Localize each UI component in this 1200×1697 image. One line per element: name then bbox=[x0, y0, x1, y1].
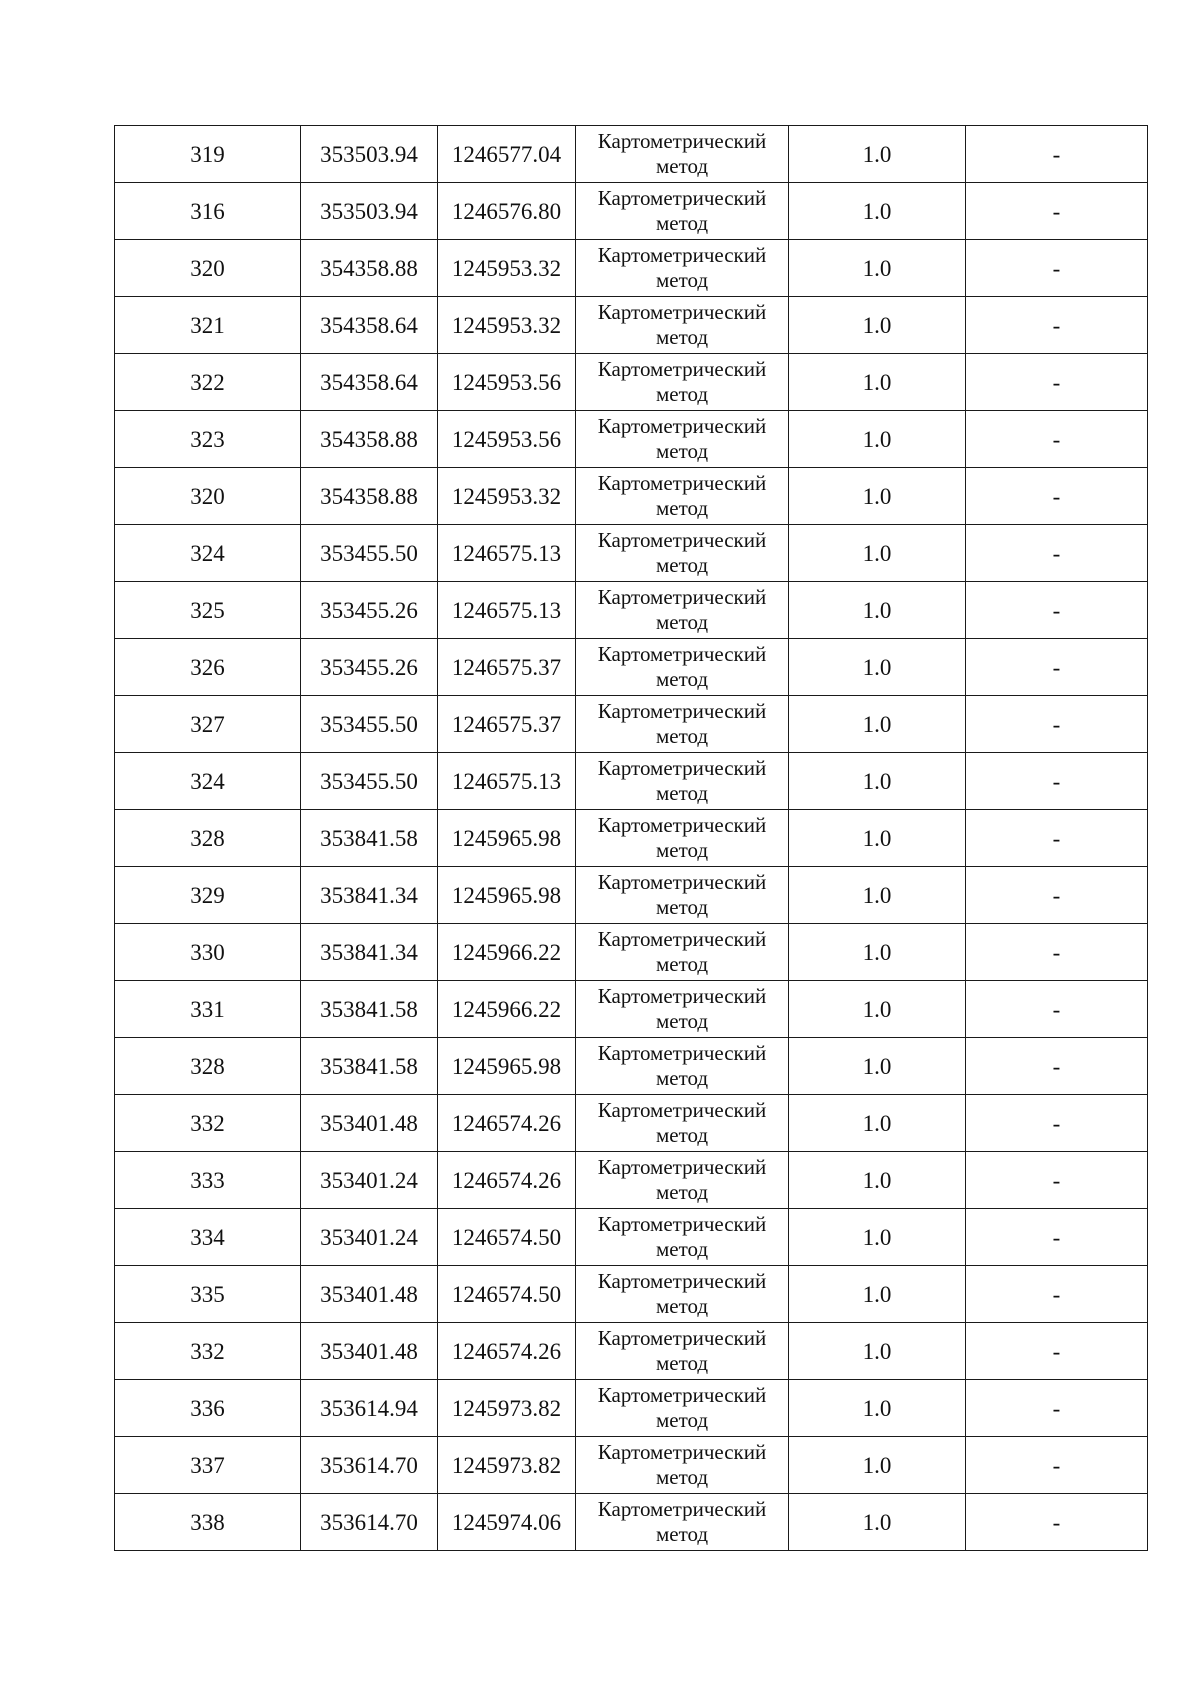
x-coordinate-cell: 353841.34 bbox=[301, 867, 438, 924]
table-row bbox=[115, 1494, 1148, 1551]
x-coordinate-cell: 354358.88 bbox=[301, 240, 438, 297]
x-coordinate-cell: 354358.88 bbox=[301, 468, 438, 525]
point-number-cell: 336 bbox=[115, 1380, 301, 1437]
x-coordinate-cell: 353455.26 bbox=[301, 582, 438, 639]
method-cell bbox=[576, 468, 789, 525]
y-coordinate-cell: 1245973.82 bbox=[438, 1437, 576, 1494]
method-cell bbox=[576, 1437, 789, 1494]
table-row bbox=[115, 183, 1148, 240]
method-cell bbox=[576, 753, 789, 810]
accuracy-cell: 1.0 bbox=[789, 696, 966, 753]
y-coordinate-cell: 1245953.32 bbox=[438, 468, 576, 525]
x-coordinate-cell: 354358.64 bbox=[301, 354, 438, 411]
method-cell bbox=[576, 126, 789, 183]
description-cell: - bbox=[966, 1494, 1148, 1551]
accuracy-cell: 1.0 bbox=[789, 1209, 966, 1266]
description-cell: - bbox=[966, 1323, 1148, 1380]
method-text: Картометрический bbox=[597, 186, 767, 211]
x-coordinate-cell: 353401.48 bbox=[301, 1095, 438, 1152]
table-row bbox=[115, 696, 1148, 753]
description-cell: - bbox=[966, 1095, 1148, 1152]
method-text: Картометрический bbox=[597, 1497, 767, 1522]
method-cell bbox=[576, 696, 789, 753]
table-row bbox=[115, 867, 1148, 924]
x-coordinate-cell: 353614.70 bbox=[301, 1437, 438, 1494]
point-number-cell: 335 bbox=[115, 1266, 301, 1323]
table-row bbox=[115, 354, 1148, 411]
table-row bbox=[115, 639, 1148, 696]
x-coordinate-cell: 353614.70 bbox=[301, 1494, 438, 1551]
method-cell bbox=[576, 810, 789, 867]
description-cell: - bbox=[966, 1152, 1148, 1209]
accuracy-cell: 1.0 bbox=[789, 183, 966, 240]
method-text: Картометрический bbox=[597, 300, 767, 325]
x-coordinate-cell: 353841.58 bbox=[301, 810, 438, 867]
y-coordinate-cell: 1246574.50 bbox=[438, 1266, 576, 1323]
table-row bbox=[115, 126, 1148, 183]
description-cell: - bbox=[966, 183, 1148, 240]
description-cell: - bbox=[966, 696, 1148, 753]
method-cell bbox=[576, 411, 789, 468]
point-number-cell: 324 bbox=[115, 525, 301, 582]
y-coordinate-cell: 1245953.32 bbox=[438, 297, 576, 354]
method-cell bbox=[576, 639, 789, 696]
description-cell: - bbox=[966, 525, 1148, 582]
description-cell: - bbox=[966, 240, 1148, 297]
description-cell: - bbox=[966, 468, 1148, 525]
x-coordinate-cell: 353503.94 bbox=[301, 183, 438, 240]
accuracy-cell: 1.0 bbox=[789, 126, 966, 183]
description-cell: - bbox=[966, 753, 1148, 810]
accuracy-cell: 1.0 bbox=[789, 639, 966, 696]
method-text: Картометрический bbox=[597, 1383, 767, 1408]
method-text: метод bbox=[655, 781, 709, 805]
description-cell: - bbox=[966, 411, 1148, 468]
table-row bbox=[115, 1209, 1148, 1266]
accuracy-cell: 1.0 bbox=[789, 1437, 966, 1494]
method-text: метод bbox=[655, 724, 709, 748]
table-row bbox=[115, 1152, 1148, 1209]
point-number-cell: 332 bbox=[115, 1095, 301, 1152]
accuracy-cell: 1.0 bbox=[789, 1095, 966, 1152]
y-coordinate-cell: 1245966.22 bbox=[438, 924, 576, 981]
accuracy-cell: 1.0 bbox=[789, 1038, 966, 1095]
accuracy-cell: 1.0 bbox=[789, 525, 966, 582]
accuracy-cell: 1.0 bbox=[789, 240, 966, 297]
method-text: Картометрический bbox=[597, 243, 767, 268]
method-text: метод bbox=[655, 895, 709, 919]
y-coordinate-cell: 1246574.50 bbox=[438, 1209, 576, 1266]
x-coordinate-cell: 353455.26 bbox=[301, 639, 438, 696]
y-coordinate-cell: 1246574.26 bbox=[438, 1095, 576, 1152]
point-number-cell: 326 bbox=[115, 639, 301, 696]
table-row bbox=[115, 1038, 1148, 1095]
method-text: Картометрический bbox=[597, 813, 767, 838]
method-text: Картометрический bbox=[597, 1269, 767, 1294]
accuracy-cell: 1.0 bbox=[789, 354, 966, 411]
description-cell: - bbox=[966, 1209, 1148, 1266]
point-number-cell: 323 bbox=[115, 411, 301, 468]
method-text: Картометрический bbox=[597, 1326, 767, 1351]
table-row bbox=[115, 1323, 1148, 1380]
method-text: метод bbox=[655, 439, 709, 463]
point-number-cell: 331 bbox=[115, 981, 301, 1038]
point-number-cell: 328 bbox=[115, 1038, 301, 1095]
method-text: метод bbox=[655, 268, 709, 292]
accuracy-cell: 1.0 bbox=[789, 753, 966, 810]
method-text: Картометрический bbox=[597, 1098, 767, 1123]
method-cell bbox=[576, 525, 789, 582]
x-coordinate-cell: 353503.94 bbox=[301, 126, 438, 183]
coordinates-table bbox=[114, 125, 1148, 1551]
description-cell: - bbox=[966, 297, 1148, 354]
method-cell bbox=[576, 1380, 789, 1437]
x-coordinate-cell: 353401.48 bbox=[301, 1323, 438, 1380]
method-text: метод bbox=[655, 1237, 709, 1261]
description-cell: - bbox=[966, 981, 1148, 1038]
y-coordinate-cell: 1245953.32 bbox=[438, 240, 576, 297]
point-number-cell: 329 bbox=[115, 867, 301, 924]
table-row bbox=[115, 810, 1148, 867]
y-coordinate-cell: 1246575.37 bbox=[438, 639, 576, 696]
point-number-cell: 316 bbox=[115, 183, 301, 240]
x-coordinate-cell: 353455.50 bbox=[301, 525, 438, 582]
y-coordinate-cell: 1246575.13 bbox=[438, 753, 576, 810]
method-text: метод bbox=[655, 154, 709, 178]
method-text: Картометрический bbox=[597, 1212, 767, 1237]
y-coordinate-cell: 1245965.98 bbox=[438, 810, 576, 867]
accuracy-cell: 1.0 bbox=[789, 1380, 966, 1437]
x-coordinate-cell: 353455.50 bbox=[301, 753, 438, 810]
table-row bbox=[115, 525, 1148, 582]
table-row bbox=[115, 753, 1148, 810]
y-coordinate-cell: 1246574.26 bbox=[438, 1152, 576, 1209]
y-coordinate-cell: 1246577.04 bbox=[438, 126, 576, 183]
method-text: метод bbox=[655, 1294, 709, 1318]
description-cell: - bbox=[966, 810, 1148, 867]
y-coordinate-cell: 1245974.06 bbox=[438, 1494, 576, 1551]
method-text: метод bbox=[655, 1465, 709, 1489]
table-body bbox=[115, 126, 1148, 1551]
y-coordinate-cell: 1245966.22 bbox=[438, 981, 576, 1038]
x-coordinate-cell: 353841.34 bbox=[301, 924, 438, 981]
accuracy-cell: 1.0 bbox=[789, 1152, 966, 1209]
method-cell bbox=[576, 1266, 789, 1323]
method-text: метод bbox=[655, 325, 709, 349]
point-number-cell: 334 bbox=[115, 1209, 301, 1266]
table-row bbox=[115, 1266, 1148, 1323]
method-cell bbox=[576, 1095, 789, 1152]
description-cell: - bbox=[966, 1266, 1148, 1323]
point-number-cell: 330 bbox=[115, 924, 301, 981]
method-cell bbox=[576, 582, 789, 639]
method-text: метод bbox=[655, 1123, 709, 1147]
method-cell bbox=[576, 183, 789, 240]
method-text: метод bbox=[655, 1066, 709, 1090]
y-coordinate-cell: 1245965.98 bbox=[438, 867, 576, 924]
accuracy-cell: 1.0 bbox=[789, 810, 966, 867]
accuracy-cell: 1.0 bbox=[789, 1494, 966, 1551]
x-coordinate-cell: 354358.64 bbox=[301, 297, 438, 354]
accuracy-cell: 1.0 bbox=[789, 468, 966, 525]
accuracy-cell: 1.0 bbox=[789, 411, 966, 468]
description-cell: - bbox=[966, 582, 1148, 639]
method-text: Картометрический bbox=[597, 528, 767, 553]
method-text: метод bbox=[655, 667, 709, 691]
table-row bbox=[115, 981, 1148, 1038]
y-coordinate-cell: 1245953.56 bbox=[438, 411, 576, 468]
point-number-cell: 325 bbox=[115, 582, 301, 639]
point-number-cell: 332 bbox=[115, 1323, 301, 1380]
method-text: метод bbox=[655, 553, 709, 577]
point-number-cell: 321 bbox=[115, 297, 301, 354]
method-text: Картометрический bbox=[597, 1155, 767, 1180]
point-number-cell: 322 bbox=[115, 354, 301, 411]
method-text: метод bbox=[655, 382, 709, 406]
method-text: Картометрический bbox=[597, 1440, 767, 1465]
y-coordinate-cell: 1246576.80 bbox=[438, 183, 576, 240]
description-cell: - bbox=[966, 639, 1148, 696]
x-coordinate-cell: 353614.94 bbox=[301, 1380, 438, 1437]
point-number-cell: 319 bbox=[115, 126, 301, 183]
table-row bbox=[115, 1380, 1148, 1437]
point-number-cell: 337 bbox=[115, 1437, 301, 1494]
method-text: метод bbox=[655, 1408, 709, 1432]
accuracy-cell: 1.0 bbox=[789, 582, 966, 639]
method-text: метод bbox=[655, 610, 709, 634]
table-row bbox=[115, 924, 1148, 981]
table-row bbox=[115, 297, 1148, 354]
method-cell bbox=[576, 297, 789, 354]
method-text: Картометрический bbox=[597, 471, 767, 496]
x-coordinate-cell: 353401.24 bbox=[301, 1209, 438, 1266]
description-cell: - bbox=[966, 1380, 1148, 1437]
method-text: метод bbox=[655, 1522, 709, 1546]
method-cell bbox=[576, 981, 789, 1038]
accuracy-cell: 1.0 bbox=[789, 867, 966, 924]
method-text: Картометрический bbox=[597, 984, 767, 1009]
method-text: Картометрический bbox=[597, 1041, 767, 1066]
y-coordinate-cell: 1245965.98 bbox=[438, 1038, 576, 1095]
method-cell bbox=[576, 1038, 789, 1095]
y-coordinate-cell: 1246575.13 bbox=[438, 525, 576, 582]
accuracy-cell: 1.0 bbox=[789, 1266, 966, 1323]
method-cell bbox=[576, 1323, 789, 1380]
method-cell bbox=[576, 924, 789, 981]
x-coordinate-cell: 353841.58 bbox=[301, 981, 438, 1038]
method-cell bbox=[576, 867, 789, 924]
x-coordinate-cell: 353401.48 bbox=[301, 1266, 438, 1323]
method-cell bbox=[576, 1494, 789, 1551]
table-row bbox=[115, 468, 1148, 525]
method-text: Картометрический bbox=[597, 699, 767, 724]
method-text: Картометрический bbox=[597, 129, 767, 154]
y-coordinate-cell: 1246575.37 bbox=[438, 696, 576, 753]
point-number-cell: 328 bbox=[115, 810, 301, 867]
description-cell: - bbox=[966, 354, 1148, 411]
y-coordinate-cell: 1246574.26 bbox=[438, 1323, 576, 1380]
y-coordinate-cell: 1246575.13 bbox=[438, 582, 576, 639]
x-coordinate-cell: 354358.88 bbox=[301, 411, 438, 468]
point-number-cell: 324 bbox=[115, 753, 301, 810]
table-row bbox=[115, 240, 1148, 297]
x-coordinate-cell: 353401.24 bbox=[301, 1152, 438, 1209]
description-cell: - bbox=[966, 867, 1148, 924]
description-cell: - bbox=[966, 1038, 1148, 1095]
method-cell bbox=[576, 1209, 789, 1266]
accuracy-cell: 1.0 bbox=[789, 981, 966, 1038]
table-row bbox=[115, 582, 1148, 639]
accuracy-cell: 1.0 bbox=[789, 924, 966, 981]
point-number-cell: 327 bbox=[115, 696, 301, 753]
method-text: метод bbox=[655, 838, 709, 862]
point-number-cell: 338 bbox=[115, 1494, 301, 1551]
table-row bbox=[115, 411, 1148, 468]
method-text: Картометрический bbox=[597, 927, 767, 952]
method-text: Картометрический bbox=[597, 357, 767, 382]
x-coordinate-cell: 353455.50 bbox=[301, 696, 438, 753]
method-cell bbox=[576, 1152, 789, 1209]
method-text: Картометрический bbox=[597, 870, 767, 895]
point-number-cell: 333 bbox=[115, 1152, 301, 1209]
x-coordinate-cell: 353841.58 bbox=[301, 1038, 438, 1095]
point-number-cell: 320 bbox=[115, 240, 301, 297]
method-text: Картометрический bbox=[597, 414, 767, 439]
description-cell: - bbox=[966, 1437, 1148, 1494]
method-text: Картометрический bbox=[597, 756, 767, 781]
method-text: метод bbox=[655, 496, 709, 520]
method-text: метод bbox=[655, 952, 709, 976]
y-coordinate-cell: 1245973.82 bbox=[438, 1380, 576, 1437]
table-row bbox=[115, 1095, 1148, 1152]
method-text: Картометрический bbox=[597, 585, 767, 610]
accuracy-cell: 1.0 bbox=[789, 1323, 966, 1380]
method-text: метод bbox=[655, 211, 709, 235]
method-text: Картометрический bbox=[597, 642, 767, 667]
accuracy-cell: 1.0 bbox=[789, 297, 966, 354]
point-number-cell: 320 bbox=[115, 468, 301, 525]
method-text: метод bbox=[655, 1351, 709, 1375]
method-cell bbox=[576, 354, 789, 411]
method-cell bbox=[576, 240, 789, 297]
y-coordinate-cell: 1245953.56 bbox=[438, 354, 576, 411]
description-cell: - bbox=[966, 924, 1148, 981]
table-row bbox=[115, 1437, 1148, 1494]
method-text: метод bbox=[655, 1009, 709, 1033]
method-text: метод bbox=[655, 1180, 709, 1204]
description-cell: - bbox=[966, 126, 1148, 183]
